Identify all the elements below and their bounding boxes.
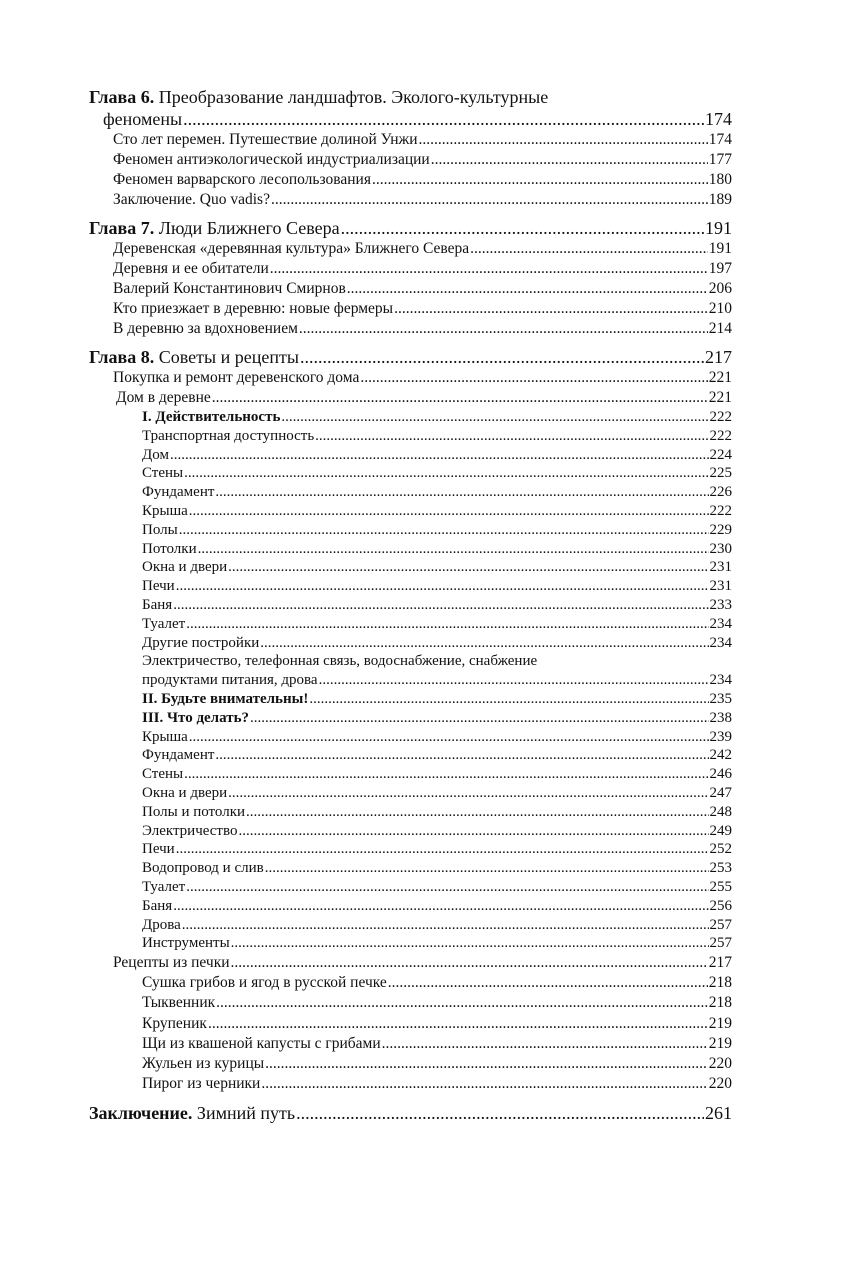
subsection-entry-page: 252 [709,841,732,858]
dot-leader [182,916,709,935]
recipe-entry-title: Жульен из курицы [142,1054,265,1072]
part-3-title: III. Что делать? [142,709,250,726]
subsection-entry[interactable] [89,878,732,897]
section-title: Дом в деревне [116,389,211,406]
part-2-page: 235 [709,690,732,707]
section-entry-page: 197 [708,260,732,277]
recipe-entry[interactable] [89,1014,732,1034]
dot-leader [208,1014,708,1034]
section-entry-page: 214 [708,320,732,337]
section-entry[interactable] [89,190,732,210]
subsection-entry-title: Дом [142,446,169,463]
subsection-entry-title: Стены [142,465,184,482]
subsection-entry-page: 222 [709,427,732,444]
recipe-entry-page: 219 [708,1014,732,1032]
subsection-entry-title: Крыша [142,502,188,519]
section-entry[interactable] [89,299,732,319]
chapter-6-page: 174 [705,109,732,129]
section-page: 217 [708,954,732,972]
utilities-entry-line2: продуктами питания, дрова [142,672,318,689]
subsection-entry-page: 231 [709,578,732,595]
subsection-entry[interactable] [89,728,732,747]
subsection-entry[interactable] [89,540,732,559]
subsection-entry[interactable] [89,784,732,803]
dot-leader [261,1074,707,1094]
dot-leader [372,170,708,190]
dot-leader [265,1054,708,1074]
dot-leader [299,319,708,339]
table-of-contents [89,86,732,1124]
subsection-entry[interactable] [89,596,732,615]
recipe-entry[interactable] [89,1034,732,1054]
subsection-entry-page: 257 [709,935,732,952]
dot-leader [189,728,709,747]
section-entry[interactable] [89,319,732,339]
utilities-page: 234 [709,672,732,689]
dot-leader [260,634,708,653]
dot-leader [347,279,708,299]
dot-leader [271,190,708,210]
conclusion-entry[interactable] [89,1102,732,1124]
subsection-entry-title: Потолки [142,540,197,557]
conclusion-title [89,1102,295,1124]
part-3-entry[interactable] [89,709,732,728]
subsection-entry[interactable] [89,746,732,765]
dot-leader [238,822,708,841]
dot-leader [189,502,709,521]
subsection-entry[interactable] [89,634,732,653]
dot-leader [270,259,708,279]
section-entry-page: 180 [708,171,732,188]
recipe-entry-page: 218 [708,994,732,1012]
dot-leader [215,746,708,765]
subsection-entry-page: 242 [709,747,732,764]
subsection-entry-title: Полы и потолки [142,803,246,820]
dot-leader [309,690,708,709]
section-entry-page: 174 [708,131,732,148]
section-entry-title: Валерий Константинович Смирнов [113,280,346,297]
section-entry-title: Феномен антиэкологической индустриализации [113,151,430,168]
subsection-entry[interactable] [89,934,732,953]
chapter-8-title-text: Советы и рецепты [158,347,299,367]
chapter-7-page: 191 [705,218,732,238]
chapter-6-heading[interactable] [89,86,732,108]
section-entry[interactable] [89,170,732,190]
section-entry-page: 189 [708,191,732,208]
subsection-entry[interactable] [89,427,732,446]
part-2-title: II. Будьте внимательны! [142,690,309,707]
section-entry-page: 191 [708,240,732,257]
recipe-entry[interactable] [89,1074,732,1094]
dot-leader [470,239,708,259]
recipe-entry-title: Тыквенник [142,994,216,1012]
subsection-entry-page: 255 [709,878,732,895]
dot-leader [215,483,708,502]
chapter-7-title-text: Люди Ближнего Севера [158,218,340,238]
recipe-entry-page: 220 [708,1054,732,1072]
dot-leader [228,558,708,577]
subsection-entry-page: 248 [709,803,732,820]
chapter-7-title [89,217,340,239]
dot-leader [300,346,704,368]
dot-leader [319,671,709,690]
subsection-entry-title: Полы [142,521,178,538]
recipe-entry-title: Сушка грибов и ягод в русской печке [142,974,387,992]
dot-leader [265,859,709,878]
section-entry[interactable] [89,150,732,170]
chapter-8-prefix: Глава 8. [89,347,155,367]
dot-leader [315,427,708,446]
dot-leader [216,993,708,1013]
dot-leader [419,130,708,150]
section-entry-page: 177 [708,151,732,168]
chapter-6-entry[interactable] [89,108,732,130]
section-page: 221 [708,389,732,406]
chapter-8-page: 217 [705,347,732,367]
section-entry[interactable] [89,953,732,973]
subsection-entry-page: 225 [709,465,732,482]
chapter-6-prefix: Глава 6. [89,87,155,107]
subsection-entry-title: Окна и двери [142,559,228,576]
dot-leader [431,150,708,170]
subsection-entry-page: 256 [709,897,732,914]
subsection-entry-title: Фундамент [142,747,215,764]
recipe-entry-page: 219 [708,1034,732,1052]
section-entry[interactable] [89,239,732,259]
section-entry-title: В деревню за вдохновением [113,320,298,337]
subsection-entry-page: 229 [709,521,732,538]
section-entry-title: Сто лет перемен. Путешествие долиной Унжи [113,131,418,148]
subsection-entry-title: Печи [142,841,175,858]
subsection-entry[interactable] [89,916,732,935]
subsection-entry-page: 231 [709,559,732,576]
part-2-entry[interactable] [89,690,732,709]
section-entry[interactable] [89,130,732,150]
dot-leader [183,108,704,130]
dot-leader [198,540,709,559]
dot-leader [184,765,708,784]
subsection-entry-page: 239 [709,728,732,745]
section-entry-page: 210 [708,300,732,317]
subsection-entry-title: Баня [142,897,173,914]
conclusion-title-text: Зимний путь [196,1103,296,1124]
dot-leader [394,299,708,319]
subsection-entry[interactable] [89,840,732,859]
dot-leader [246,803,708,822]
dot-leader [186,615,708,634]
subsection-entry[interactable] [89,765,732,784]
dot-leader [176,577,709,596]
dot-leader [231,934,709,953]
dot-leader [184,464,708,483]
subsection-entry-page: 246 [709,766,732,783]
dot-leader [228,784,708,803]
section-entry-title: Деревня и ее обитатели [113,260,269,277]
part-1-page: 222 [709,409,732,425]
dot-leader [170,446,709,465]
subsection-entry[interactable] [89,859,732,878]
utilities-entry[interactable] [89,671,732,690]
dot-leader [173,596,708,615]
subsection-entry-page: 224 [709,446,732,463]
subsection-entry-page: 230 [709,540,732,557]
chapter-6-title-line1: Преобразование ландшафтов. Эколого-культурные [158,87,549,107]
subsection-entry-page: 234 [709,615,732,632]
subsection-entry-title: Туалет [142,878,186,895]
dot-leader [231,953,708,973]
dot-leader [179,521,709,540]
section-entry-title: Заключение. Quo vadis? [113,191,270,208]
part-3-page: 238 [709,709,732,726]
utilities-entry-line1[interactable]: Электричество, телефонная связь, водоснабжение, снабжение [142,653,538,670]
part-1-title: I. Действительность [142,409,281,425]
subsection-entry-title: Водопровод и слив [142,860,264,877]
subsection-entry-title: Дрова [142,916,181,933]
dot-leader [382,1034,708,1054]
subsection-entry-page: 247 [709,784,732,801]
section-entry[interactable] [89,368,732,388]
subsection-entry-page: 233 [709,596,732,613]
subsection-entry-title: Окна и двери [142,784,228,801]
subsection-entry-title: Электричество [142,822,238,839]
dot-leader [186,878,708,897]
chapter-8-title [89,346,299,368]
subsection-entry-title: Баня [142,596,173,613]
subsection-entry[interactable] [89,897,732,916]
subsection-entry-title: Крыша [142,728,188,745]
section-entry-title: Деревенская «деревянная культура» Ближнего Севера [113,240,470,257]
recipe-entry-title: Крупеник [142,1014,207,1032]
subsection-entry[interactable] [89,502,732,521]
subsection-entry-title: Печи [142,578,175,595]
subsection-entry[interactable] [89,483,732,502]
subsection-entry-page: 226 [709,484,732,501]
part-1-entry[interactable] [89,408,732,427]
dot-leader [341,217,704,239]
chapter-8-entry[interactable] [89,346,732,368]
recipe-entry-page: 218 [708,974,732,992]
subsection-entry-title: Транспортная доступность [142,427,315,444]
subsection-entry[interactable] [89,521,732,540]
section-page: 221 [708,369,732,386]
recipe-entry[interactable] [89,1054,732,1074]
recipe-entry[interactable] [89,973,732,993]
recipe-entry-page: 220 [708,1075,732,1093]
section-entry[interactable] [89,259,732,279]
subsection-entry-title: Инструменты [142,935,230,952]
dot-leader [281,408,708,427]
section-entry-page: 206 [708,280,732,297]
chapter-7-entry[interactable] [89,217,732,239]
recipe-entry-title: Щи из квашеной капусты с грибами [142,1034,381,1052]
subsection-entry-title: Другие постройки [142,634,260,651]
dot-leader [173,897,708,916]
recipe-entry-title: Пирог из черники [142,1075,261,1093]
chapter-7-prefix: Глава 7. [89,218,155,238]
subsection-entry[interactable] [89,803,732,822]
section-entry-title: Феномен варварского лесопользования [113,171,371,188]
chapter-6-title-line2: феномены [103,109,183,129]
recipe-entry[interactable] [89,993,732,1013]
subsection-entry-page: 257 [709,916,732,933]
dot-leader [250,709,708,728]
subsection-entry-page: 249 [709,822,732,839]
dot-leader [176,840,709,859]
subsection-entry[interactable] [89,446,732,465]
subsection-entry[interactable] [89,822,732,841]
section-title: Покупка и ремонт деревенского дома [113,369,360,386]
subsection-entry-page: 253 [709,860,732,877]
section-entry[interactable] [89,388,732,408]
subsection-entry-title: Стены [142,766,184,783]
conclusion-page: 261 [705,1103,732,1124]
subsection-entry-page: 222 [709,502,732,519]
dot-leader [360,368,707,388]
dot-leader [388,973,708,993]
subsection-entry[interactable] [89,464,732,483]
section-entry-title: Кто приезжает в деревню: новые фермеры [113,300,394,317]
section-title: Рецепты из печки [113,954,230,972]
conclusion-prefix: Заключение. [89,1103,193,1124]
dot-leader [296,1102,704,1124]
dot-leader [212,388,708,408]
subsection-entry[interactable] [89,558,732,577]
subsection-entry-title: Фундамент [142,484,215,501]
subsection-entry-page: 234 [709,634,732,651]
subsection-entry[interactable] [89,615,732,634]
subsection-entry-title: Туалет [142,615,186,632]
section-entry[interactable] [89,279,732,299]
subsection-entry[interactable] [89,577,732,596]
